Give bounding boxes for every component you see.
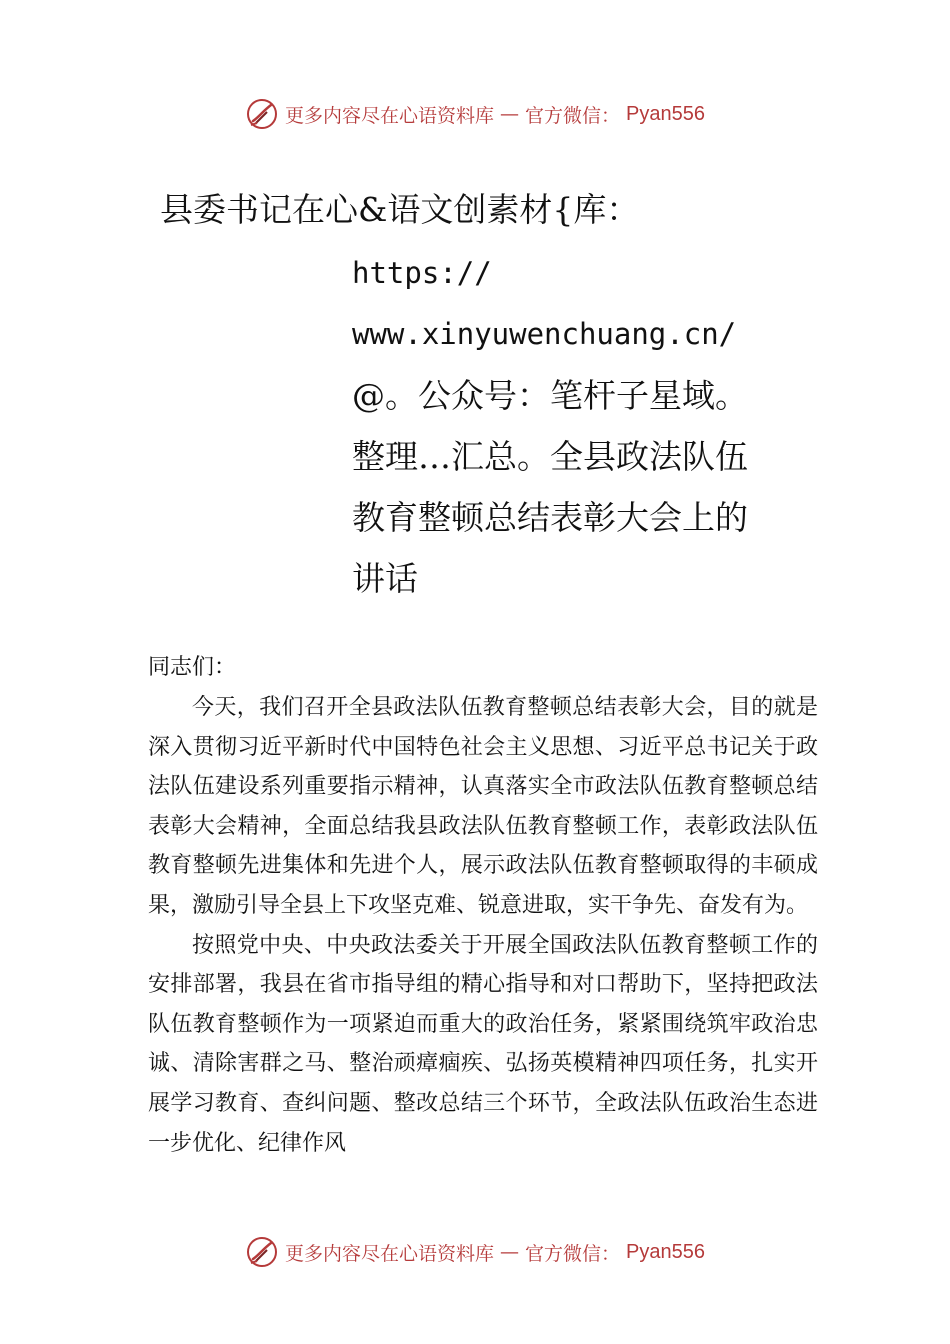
document-title-line-3: www.xinyuwenchuang.cn/: [352, 317, 737, 351]
banner-dash: —: [500, 1241, 520, 1263]
banner-dash: —: [500, 103, 520, 125]
document-title-line-5: 整理…汇总。全县政法队伍: [352, 437, 748, 476]
body-paragraph: 按照党中央、中央政法委关于开展全国政法队伍教育整顿工作的安排部署，我县在省市指导组的精心指导和对口帮助下，坚持把政法队伍教育整顿作为一项紧迫而重大的政治任务，紧紧围绕筑牢政治忠诚、清除害群之马、整治顽瘴痼疾、弘扬英模精神四项任务，扎实开展学习教育、查纠问题、整改总结三个环节，全政法队伍政治生态进一步优化、纪律作风: [148, 932, 818, 1156]
salutation: 同志们：: [148, 655, 237, 680]
banner-account: Pyan556: [626, 1240, 705, 1263]
banner-account: Pyan556: [626, 102, 705, 125]
banner-brand-text: 更多内容尽在心语资料库: [285, 1242, 495, 1265]
header-banner: [0, 94, 950, 134]
pen-logo-icon: [245, 97, 279, 131]
banner-wechat-label: 官方微信：: [525, 1242, 621, 1265]
footer-banner: [0, 1232, 950, 1272]
banner-wechat-label: 官方微信：: [525, 104, 621, 127]
document-title: [352, 243, 792, 609]
document-title-line-2: https://: [352, 256, 492, 290]
document-title-line-7: 讲话: [352, 559, 418, 598]
body-paragraph: 今天，我们召开全县政法队伍教育整顿总结表彰大会，目的就是深入贯彻习近平新时代中国特色社会主义思想、习近平总书记关于政法队伍建设系列重要指示精神，认真落实全市政法队伍教育整顿总结表彰大会精神，全面总结我县政法队伍教育整顿工作，表彰政法队伍教育整顿先进集体和先进个人，展示政法队伍教育整顿取得的丰硕成果，激励引导全县上下攻坚克难、锐意进取，实干争先、奋发有为。: [148, 695, 818, 918]
document-title-line-4: @。公众号：笔杆子星域。: [352, 376, 748, 415]
document-title-line-6: 教育整顿总结表彰大会上的: [352, 498, 748, 537]
document-body: [148, 648, 818, 1163]
pen-logo-icon: [245, 1235, 279, 1269]
banner-brand-text: 更多内容尽在心语资料库: [285, 104, 495, 127]
document-title-line-1: 县委书记在心&语文创素材{库：: [160, 190, 640, 229]
